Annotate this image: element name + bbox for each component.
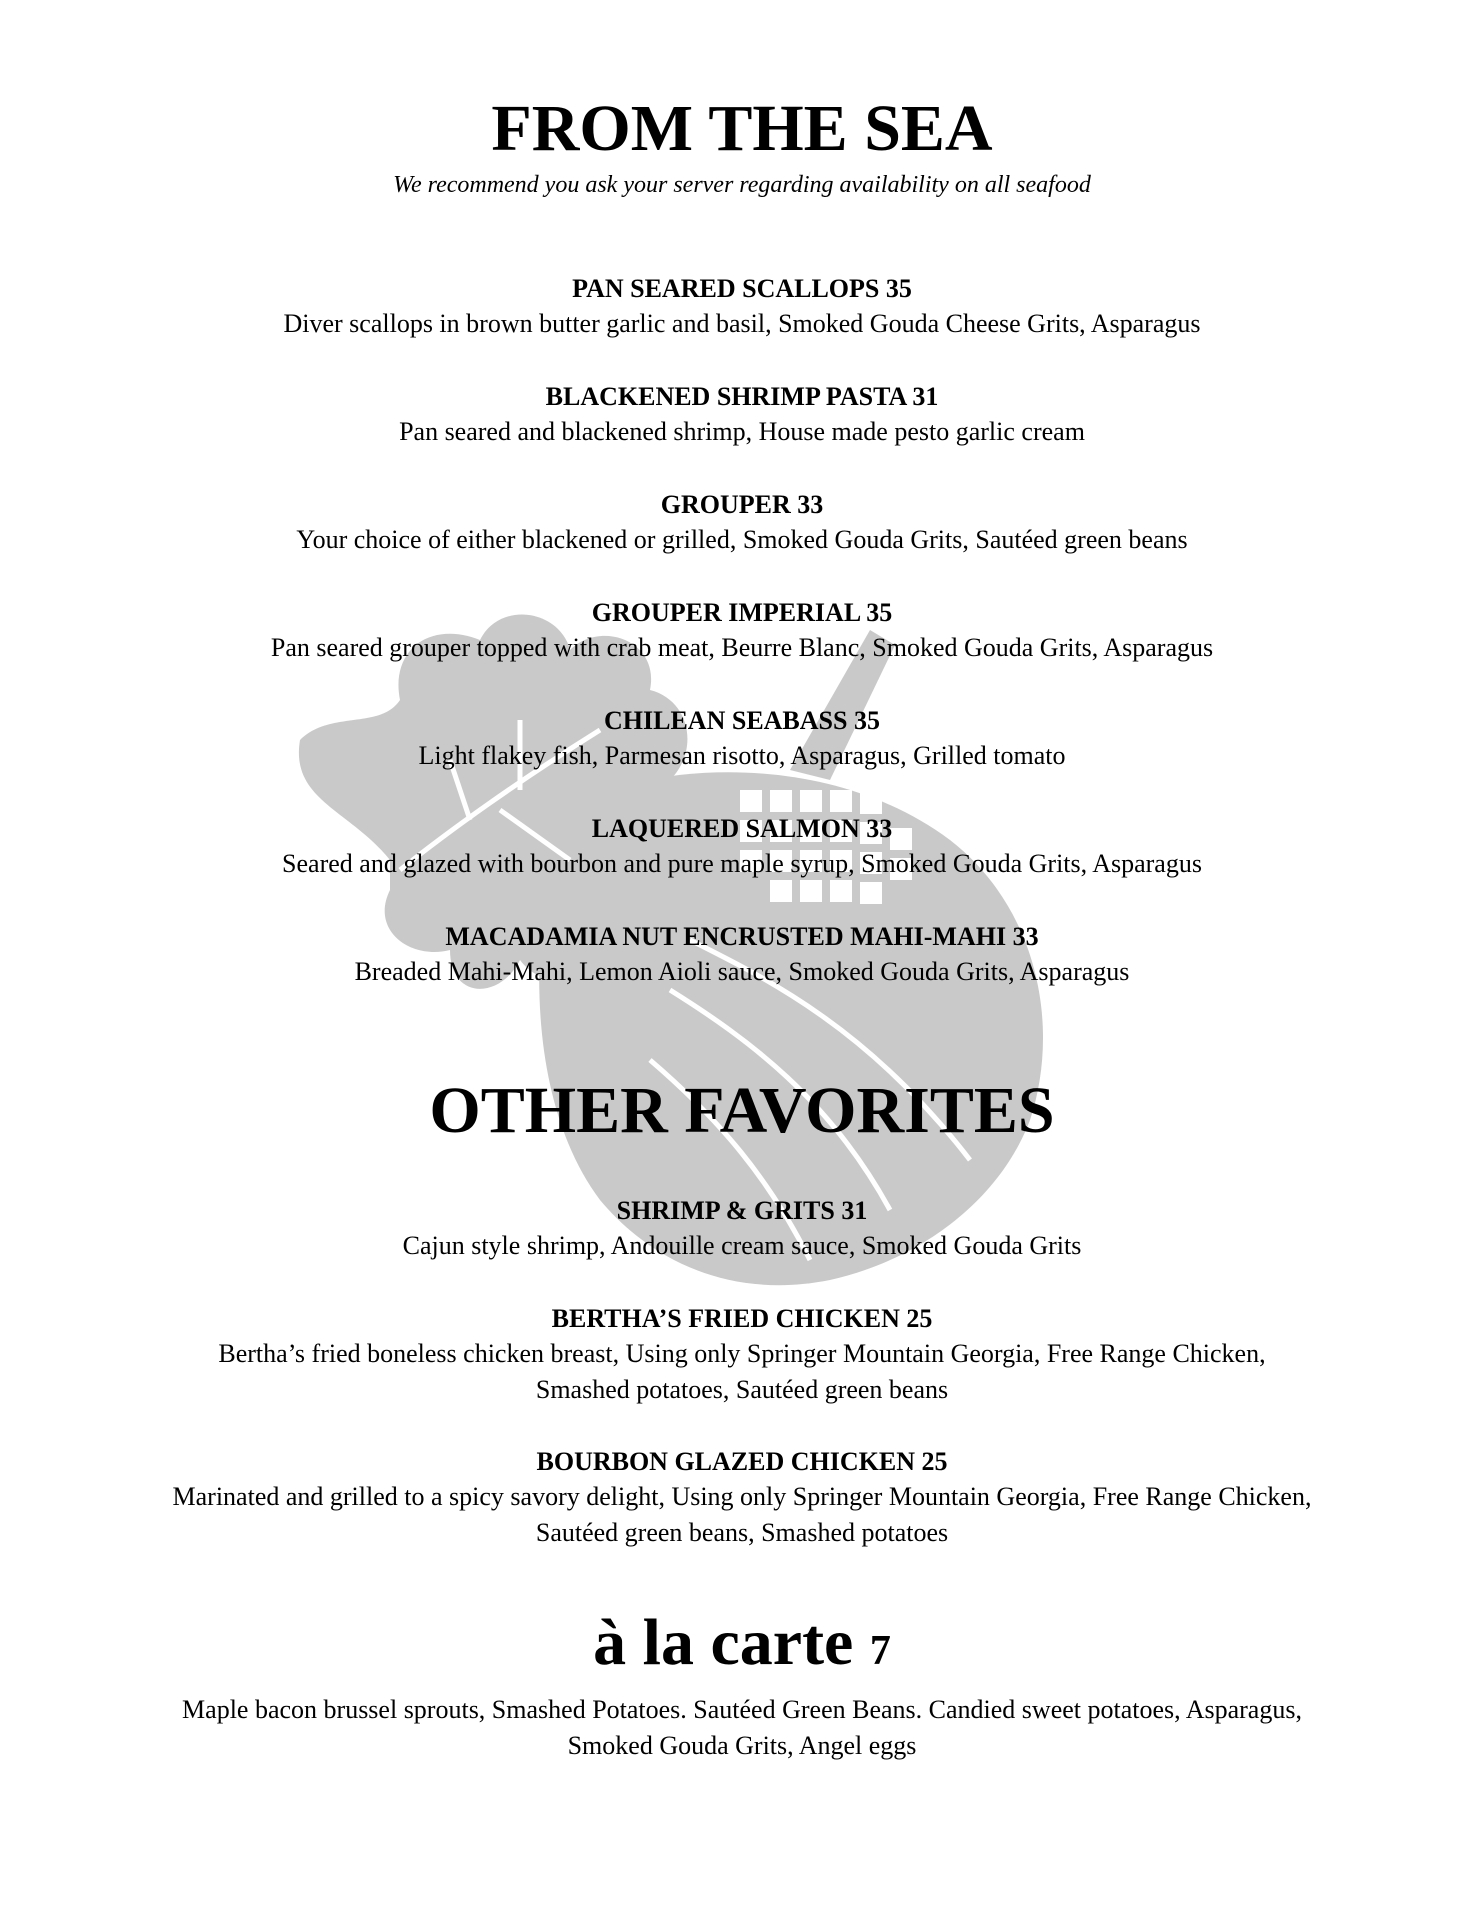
sides-line-2: Smoked Gouda Grits, Angel eggs (567, 1731, 917, 1760)
item-description: Pan seared and blackened shrimp, House made pesto garlic cream (399, 417, 1085, 446)
item-description-line-2: Smashed potatoes, Sautéed green beans (535, 1375, 949, 1404)
item-name: GROUPER 33 (660, 490, 824, 519)
item-name: PAN SEARED SCALLOPS 35 (572, 274, 912, 303)
section-title-a-la-carte (0, 1606, 1484, 1679)
item-description: Pan seared grouper topped with crab meat, Beurre Blanc, Smoked Gouda Grits, Asparagus (270, 633, 1214, 662)
a-la-carte-title: à la carte (593, 1606, 870, 1679)
item-description-line-1: Bertha’s fried boneless chicken breast, Using only Springer Mountain Georgia, Free Range Chicken, (218, 1339, 1266, 1368)
menu-item (0, 704, 1484, 774)
item-description-line-2: Sautéed green beans, Smashed potatoes (535, 1518, 949, 1547)
menu-item (0, 812, 1484, 882)
item-description: Cajun style shrimp, Andouille cream sauce, Smoked Gouda Grits (402, 1231, 1082, 1260)
item-description: Diver scallops in brown butter garlic and basil, Smoked Gouda Cheese Grits, Asparagus (283, 309, 1201, 338)
item-description-line-1: Marinated and grilled to a spicy savory delight, Using only Springer Mountain Georgia, Free Range Chicken, (172, 1482, 1312, 1511)
item-name: BERTHA’S FRIED CHICKEN 25 (551, 1304, 933, 1333)
section-title-from-the-sea: FROM THE SEA (491, 92, 993, 165)
item-description: Your choice of either blackened or grilled, Smoked Gouda Grits, Sautéed green beans (296, 525, 1188, 554)
menu-item (0, 920, 1484, 990)
item-description: Light flakey fish, Parmesan risotto, Asparagus, Grilled tomato (418, 741, 1066, 770)
menu-item (0, 1194, 1484, 1264)
a-la-carte-price: 7 (869, 1628, 891, 1674)
item-name: BLACKENED SHRIMP PASTA 31 (545, 382, 939, 411)
menu-item (0, 272, 1484, 342)
menu-item (0, 380, 1484, 450)
menu-item (0, 1445, 1484, 1551)
item-name: MACADAMIA NUT ENCRUSTED MAHI-MAHI 33 (445, 922, 1039, 951)
section-title-other-favorites: OTHER FAVORITES (429, 1074, 1055, 1147)
sides-line-1: Maple bacon brussel sprouts, Smashed Potatoes. Sautéed Green Beans. Candied sweet potatoes, Asparagus, (182, 1695, 1302, 1724)
item-name: BOURBON GLAZED CHICKEN 25 (536, 1447, 948, 1476)
item-name: SHRIMP & GRITS 31 (616, 1196, 868, 1225)
item-name: LAQUERED SALMON 33 (591, 814, 893, 843)
menu-item (0, 488, 1484, 558)
menu-item (0, 1302, 1484, 1408)
item-name: CHILEAN SEABASS 35 (604, 706, 880, 735)
item-description: Breaded Mahi-Mahi, Lemon Aioli sauce, Smoked Gouda Grits, Asparagus (354, 957, 1130, 986)
a-la-carte-sides (0, 1692, 1484, 1764)
item-name: GROUPER IMPERIAL 35 (591, 598, 893, 627)
item-description: Seared and glazed with bourbon and pure maple syrup, Smoked Gouda Grits, Asparagus (282, 849, 1202, 878)
menu-item (0, 596, 1484, 666)
seafood-availability-note: We recommend you ask your server regarding availability on all seafood (393, 172, 1091, 198)
